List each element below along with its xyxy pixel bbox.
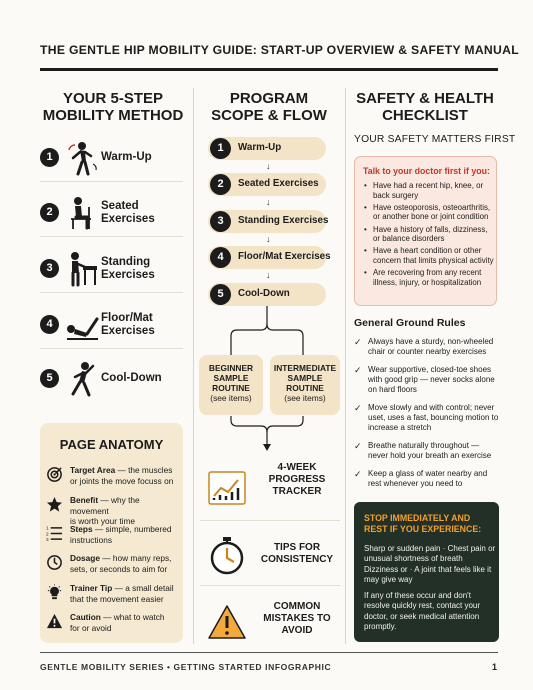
step-label-line-2: Exercises xyxy=(101,269,155,281)
ground-rule-text: Move slowly and with control; never uset, uses a fast, bouncing motion to increase a stretch xyxy=(368,403,499,432)
anatomy-title: PAGE ANATOMY xyxy=(59,437,164,452)
flow-step-4 xyxy=(208,246,331,269)
method-step-5 xyxy=(40,355,183,403)
step-label xyxy=(101,200,155,226)
routine-note: (see items) xyxy=(284,393,326,403)
list-item: • Have osteoporosis, osteoarthritis, or another bone or joint condition xyxy=(363,203,495,222)
warning-icon xyxy=(46,613,63,630)
anatomy-desc-2: that the movement easier xyxy=(70,593,164,604)
right-heading-line-1: SAFETY & HEALTH xyxy=(356,90,494,107)
step-label: Cool-Down xyxy=(101,372,162,384)
safety-subheading: YOUR SAFETY MATTERS FIRST xyxy=(354,134,516,145)
stop-advice: If any of these occur and don't resolve quickly rest, contact your doctor, or seek medical attention promptly. xyxy=(364,591,481,632)
step-label: Warm-Up xyxy=(101,151,152,163)
ground-rules-title: General Ground Rules xyxy=(354,317,466,329)
svg-text:2: 2 xyxy=(46,532,49,538)
item-label-line-2: MISTAKES TO xyxy=(263,613,331,624)
routine-line-2: SAMPLE xyxy=(213,373,249,383)
doctor-callout xyxy=(354,156,497,306)
flow-arrow-icon: ↓ xyxy=(266,234,271,244)
left-heading-line-1: YOUR 5-STEP xyxy=(62,90,164,107)
anatomy-text xyxy=(70,524,180,545)
common-mistakes-item xyxy=(200,596,340,656)
item-label-line-3: AVOID xyxy=(281,625,313,636)
step-label-line-2: Exercises xyxy=(101,213,155,225)
step-number: 3 xyxy=(40,259,59,278)
list-item: • Have had a recent hip, knee, or back surgery xyxy=(363,181,495,200)
list-item: • Are recovering from any recent illness, injury, or hospitalization xyxy=(363,268,495,287)
flow-arrow-icon: ↓ xyxy=(266,161,271,171)
flow-step-number: 4 xyxy=(210,247,231,268)
step-number: 4 xyxy=(40,315,59,334)
middle-column-heading xyxy=(198,90,340,124)
step-label xyxy=(101,312,155,338)
intermediate-routine-card xyxy=(270,355,340,415)
routine-line-1: BEGINNER xyxy=(208,363,254,373)
flow-step-label: Floor/Mat Exercises xyxy=(238,251,331,262)
routine-note: (see items) xyxy=(210,393,252,403)
method-step-2 xyxy=(40,189,183,237)
clock-icon xyxy=(46,554,63,571)
footer-text: GENTLE MOBILITY SERIES • GETTING STARTED INFOGRAPHIC xyxy=(40,662,332,672)
stretch-figure-icon xyxy=(65,140,99,176)
ground-rule-text: Wear supportive, closed-toe shoes with good grip — never socks alone on hard floors xyxy=(368,365,495,394)
lightbulb-icon xyxy=(46,584,63,601)
step-label-line-1: Seated xyxy=(101,200,139,212)
item-label xyxy=(252,601,342,637)
routine-line-1: INTERMEDIATE xyxy=(273,363,337,373)
progress-tracker-item xyxy=(200,462,340,522)
anatomy-term: Target Area xyxy=(70,465,116,475)
item-label-line-1: COMMON xyxy=(273,601,321,612)
item-label xyxy=(252,462,342,498)
svg-text:3: 3 xyxy=(46,538,49,542)
flow-step-label: Seated Exercises xyxy=(238,178,319,189)
flow-step-1 xyxy=(208,137,326,160)
anatomy-term: Steps xyxy=(70,524,93,534)
middle-heading-line-1: PROGRAM xyxy=(229,90,309,107)
progress-chart-icon xyxy=(206,468,248,510)
svg-text:1: 1 xyxy=(46,526,49,532)
column-divider-right xyxy=(345,88,346,644)
floor-figure-icon xyxy=(65,307,99,343)
page-title: THE GENTLE HIP MOBILITY GUIDE: START-UP OVERVIEW & SAFETY MANUAL xyxy=(40,43,519,57)
flow-step-number: 5 xyxy=(210,284,231,305)
tips-consistency-item xyxy=(200,528,340,588)
anatomy-desc-1: — the muscles xyxy=(115,465,173,475)
routine-line-2: SAMPLE xyxy=(287,373,323,383)
middle-divider xyxy=(200,520,340,521)
step-label-line-1: Floor/Mat xyxy=(101,312,153,324)
anatomy-term: Dosage xyxy=(70,553,100,563)
footer-rule xyxy=(40,652,498,653)
anatomy-desc-1: — how many reps, xyxy=(99,553,172,563)
anatomy-text xyxy=(70,553,180,574)
stop-heading: STOP IMMEDIATELY AND REST IF YOU EXPERIENCE: xyxy=(364,513,482,534)
flow-step-number: 1 xyxy=(210,138,231,159)
method-step-4 xyxy=(40,301,183,349)
anatomy-desc-1: — simple, numbered xyxy=(92,524,172,534)
item-label xyxy=(252,542,342,566)
anatomy-desc-1: — why the movement xyxy=(70,495,140,516)
step-number: 5 xyxy=(40,369,59,388)
stop-warning-box xyxy=(354,502,499,642)
anatomy-desc-1: — a small detail xyxy=(112,583,174,593)
target-icon xyxy=(46,466,63,483)
flow-step-number: 3 xyxy=(210,211,231,232)
standing-figure-icon xyxy=(65,251,99,287)
anatomy-desc-2: is worth your time xyxy=(70,516,136,526)
check-icon: ✓ xyxy=(354,441,362,451)
stop-symptoms: Sharp or sudden pain · Chest pain or unusual shortness of breath Dizziness or · A joint that feels like it may give way xyxy=(364,544,496,585)
anatomy-desc-1: — what to watch xyxy=(100,612,165,622)
header-rule xyxy=(40,68,498,71)
item-label-line-1: 4-WEEK xyxy=(277,462,317,473)
ground-rule-text: Breathe naturally throughout — never hold your breath an exercise xyxy=(368,441,492,460)
anatomy-desc-2: for or avoid xyxy=(70,622,112,633)
method-step-3 xyxy=(40,245,183,293)
flow-step-label: Standing Exercises xyxy=(238,215,329,226)
left-column-heading xyxy=(38,90,188,124)
item-label-line-2: PROGRESS xyxy=(268,474,326,485)
list-item: • Have a heart condition or other concern that limits physical activity xyxy=(363,246,495,265)
anatomy-term: Caution xyxy=(70,612,101,622)
anatomy-text xyxy=(70,495,180,527)
anatomy-term: Trainer Tip xyxy=(70,583,113,593)
page-anatomy-card xyxy=(40,423,183,643)
list-item: • Have a history of falls, dizziness, or balance disorders xyxy=(363,225,495,244)
check-icon: ✓ xyxy=(354,469,362,479)
flow-step-label: Warm-Up xyxy=(238,142,282,153)
item-label-line-1: TIPS FOR xyxy=(273,542,321,553)
routine-line-3: ROUTINE xyxy=(212,383,250,393)
flow-arrow-icon: ↓ xyxy=(266,270,271,280)
column-divider-left xyxy=(193,88,194,644)
step-label xyxy=(101,256,155,282)
anatomy-desc-2: sets, or seconds to aim for xyxy=(70,563,168,574)
step-label-line-2: Exercises xyxy=(101,325,155,337)
right-column-heading xyxy=(350,90,500,124)
flow-step-number: 2 xyxy=(210,174,231,195)
flow-step-3 xyxy=(208,210,329,233)
ground-rule-text: Keep a glass of water nearby and rest whenever you need to xyxy=(368,469,488,488)
item-label-line-2: CONSISTENCY xyxy=(260,554,334,565)
list-icon xyxy=(46,525,63,542)
beginner-routine-card xyxy=(199,355,263,415)
step-number: 1 xyxy=(40,148,59,167)
step-label-line-1: Standing xyxy=(101,256,151,268)
right-heading-line-2: CHECKLIST xyxy=(382,107,468,124)
cooldown-figure-icon xyxy=(65,361,99,397)
anatomy-desc-2: instructions xyxy=(70,534,112,545)
step-number: 2 xyxy=(40,203,59,222)
check-icon: ✓ xyxy=(354,365,362,375)
flow-arrow-icon: ↓ xyxy=(266,197,271,207)
method-step-1 xyxy=(40,134,183,182)
item-label-line-3: TRACKER xyxy=(272,486,322,497)
routine-line-3: ROUTINE xyxy=(286,383,324,393)
star-icon xyxy=(46,496,63,513)
middle-heading-line-2: SCOPE & FLOW xyxy=(211,107,327,124)
ground-rule-text: Always have a sturdy, non-wheeled chair or counter nearby exercises xyxy=(368,337,494,356)
page-number: 1 xyxy=(492,662,498,672)
left-heading-line-2: MOBILITY METHOD xyxy=(42,107,184,124)
anatomy-desc-2: or joints the move focuss on xyxy=(70,475,174,486)
doctor-conditions-list xyxy=(363,181,495,290)
warning-triangle-icon xyxy=(206,602,248,644)
check-icon: ✓ xyxy=(354,337,362,347)
seated-figure-icon xyxy=(65,195,99,231)
flow-step-5 xyxy=(208,283,326,306)
anatomy-text xyxy=(70,583,180,604)
anatomy-text xyxy=(70,612,180,633)
flow-step-2 xyxy=(208,173,326,196)
stopwatch-icon xyxy=(206,534,248,576)
doctor-callout-heading: Talk to your doctor first if you: xyxy=(363,166,490,176)
check-icon: ✓ xyxy=(354,403,362,413)
anatomy-text xyxy=(70,465,180,486)
middle-divider xyxy=(200,585,340,586)
anatomy-term: Benefit xyxy=(70,495,99,505)
flow-step-label: Cool-Down xyxy=(238,288,290,299)
